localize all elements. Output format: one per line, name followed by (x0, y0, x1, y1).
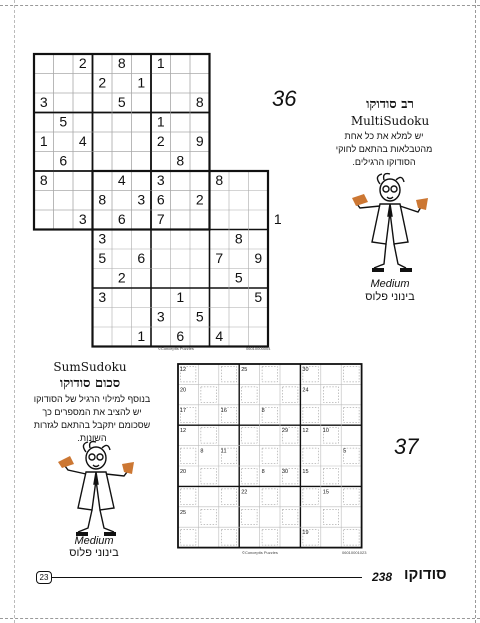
brand-logo: סודוקו (404, 566, 447, 583)
cage-sum: 20 (180, 387, 187, 394)
sudoku-digit: 3 (156, 172, 165, 189)
sudoku-digit: 7 (215, 250, 224, 267)
cage-sum: 8 (261, 469, 265, 475)
sudoku-digit: 3 (98, 230, 107, 247)
sum-title-hebrew: סכום סודוקו (59, 376, 121, 391)
sum-credit-code: 06010001023 (342, 550, 367, 555)
sum-credit: ©Conceptis Puzzles (242, 550, 278, 555)
cage-sum: 8 (200, 448, 204, 455)
sudoku-digit: 2 (156, 133, 165, 150)
sudoku-digit: 1 (176, 289, 185, 306)
cage-sum: 16 (220, 407, 227, 414)
sudoku-digit: 1 (156, 113, 165, 130)
sudoku-digit: 5 (59, 113, 68, 130)
sudoku-digit: 6 (59, 152, 68, 169)
cage-sum: 29 (282, 428, 289, 435)
sudoku-digit: 8 (98, 191, 107, 208)
sudoku-digit: 2 (117, 269, 126, 286)
sudoku-digit: 2 (195, 191, 204, 208)
sudoku-digit: 1 (39, 133, 48, 150)
puzzle-number-37: 37 (394, 434, 419, 459)
sudoku-digit: 3 (98, 289, 107, 306)
sudoku-digit: 3 (39, 94, 48, 111)
sudoku-digit: 5 (195, 308, 204, 325)
sudoku-digit: 4 (78, 133, 87, 150)
sudoku-digit: 9 (254, 250, 263, 267)
cage-sum: 8 (261, 407, 265, 414)
sudoku-digit: 4 (215, 328, 224, 345)
multi-title-english: MultiSudoku (350, 114, 430, 128)
cage-sum: 12 (180, 428, 187, 435)
sudoku-digit: 6 (156, 191, 165, 208)
footer-rule (52, 577, 362, 578)
sudoku-digit: 6 (137, 250, 146, 267)
cage-sum: 12 (302, 428, 309, 435)
sudoku-digit: 5 (98, 250, 107, 267)
cage-sum: 25 (241, 367, 248, 373)
sudoku-digit: 8 (234, 230, 243, 247)
sum-title-english: SumSudoku (53, 360, 127, 374)
sudoku-digit: 3 (156, 308, 165, 325)
cage-sum: 25 (180, 509, 187, 516)
cage-sum: 19 (302, 530, 309, 537)
sudoku-digit: 3 (78, 211, 87, 228)
multi-level-hebrew: בינוני פלוס (365, 291, 415, 303)
cage-sum: 17 (180, 407, 187, 414)
sudoku-digit: 4 (117, 172, 126, 189)
sum-level-hebrew: בינוני פלוס (69, 547, 119, 559)
cage-sum: 30 (282, 469, 289, 475)
sudoku-digit: 5 (234, 269, 243, 286)
multi-credit-code: 06010000004 (246, 346, 271, 351)
sudoku-digit: 3 (137, 191, 146, 208)
sudoku-digit: 1 (273, 211, 282, 228)
scientist-illustration-sum-icon (56, 440, 136, 540)
sudoku-digit: 1 (156, 55, 165, 72)
cage-sum: 30 (302, 367, 309, 373)
cage-sum: 20 (180, 469, 187, 475)
sudoku-digit: 2 (98, 74, 107, 91)
cage-sum: 10 (322, 428, 329, 435)
cage-sum: 24 (302, 387, 309, 394)
page-number-right: 238 (372, 570, 393, 584)
sum-description: בנוסף למילוי הרגיל של הסודוקו יש להציב את המספרים כך שסכומם יתקבל בהתאם לגזרות השונות. (33, 394, 151, 443)
sudoku-digit: 8 (215, 172, 224, 189)
cage-sum: 22 (241, 489, 248, 496)
sum-level-english: Medium (74, 535, 114, 547)
cage-sum: 15 (322, 489, 329, 496)
page-number-left: 23 (36, 571, 52, 584)
sudoku-digit: 5 (254, 289, 263, 306)
sudoku-digit: 7 (156, 211, 165, 228)
sudoku-digit: 1 (137, 74, 146, 91)
cage-sum: 12 (180, 367, 187, 373)
multi-credit: ©Conceptis Puzzles (158, 346, 194, 351)
sudoku-digit: 6 (176, 328, 185, 345)
multi-level-english: Medium (370, 278, 410, 290)
sudoku-digit: 6 (117, 211, 126, 228)
cage-sum: 15 (302, 469, 309, 475)
sudoku-digit: 9 (195, 133, 204, 150)
multi-title-hebrew: רב סודוקו (366, 97, 414, 112)
multi-description: יש למלא את כל אחת מהטבלאות בהתאם לחוקי הסודוקו הרגילים. (335, 131, 433, 167)
cage-sum: 5 (343, 448, 347, 455)
cage-sum: 11 (220, 448, 227, 455)
sum-bg (178, 364, 362, 548)
sudoku-digit: 8 (39, 172, 48, 189)
sudoku-digit: 8 (176, 152, 185, 169)
puzzle-number-36: 36 (272, 86, 297, 111)
sudoku-digit: 2 (78, 55, 87, 72)
sudoku-digit: 8 (195, 94, 204, 111)
sudoku-digit: 5 (117, 94, 126, 111)
sudoku-digit: 1 (137, 328, 146, 345)
sudoku-digit: 8 (117, 55, 126, 72)
